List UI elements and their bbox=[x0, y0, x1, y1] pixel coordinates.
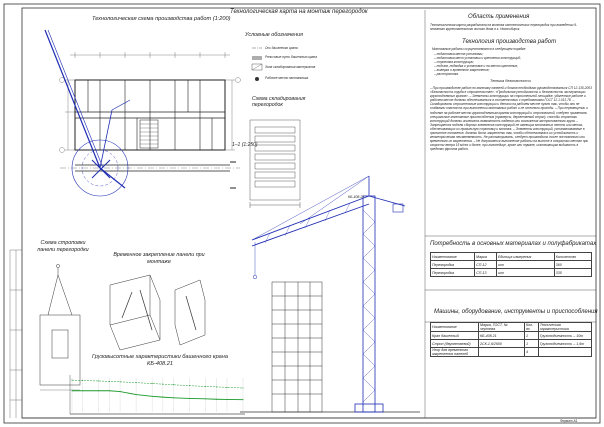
materials-table bbox=[430, 252, 592, 277]
technology-intro: Монтажные работы осуществляются в следующем порядке: bbox=[432, 47, 527, 51]
table-cell: Строп (двухветвевой) bbox=[431, 340, 479, 348]
load-capacity-curve bbox=[72, 391, 243, 400]
table-cell: 4 bbox=[524, 348, 538, 357]
table-header-cell: Кол-во bbox=[524, 323, 538, 332]
sheet-title: Технологическая карта на монтаж перегородок bbox=[230, 9, 368, 15]
table-header-cell: Марка, ГОСТ, № чертежа bbox=[479, 323, 525, 332]
table-cell: 1 bbox=[524, 332, 538, 340]
storage-title: Схема складирования перегородок bbox=[252, 96, 306, 108]
crane-label: КБ-408.21 bbox=[348, 195, 365, 199]
table-cell: Грузоподъемность – 1,6т bbox=[538, 340, 591, 348]
chart-point bbox=[226, 399, 227, 400]
machines-title: Машины, оборудование, инструменты и приспособления bbox=[434, 309, 598, 315]
table-cell: Перегородка bbox=[431, 269, 475, 277]
technology-title: Технология производства работ bbox=[462, 39, 557, 45]
table-header-row bbox=[431, 253, 592, 261]
technology-step: – расстроповка. bbox=[434, 72, 459, 76]
table-row bbox=[431, 261, 592, 269]
materials-title: Потребность в основных материалах и полуфабрикатах bbox=[430, 241, 597, 247]
table-cell: 2СК-1,6/2600 bbox=[479, 340, 525, 348]
temp-fix-title: Временное закрепление панели при монтаже bbox=[113, 252, 205, 265]
table-cell: КБ-408.21 bbox=[479, 332, 525, 340]
chart-point bbox=[189, 398, 190, 399]
technology-step: – строповка конструкции; bbox=[434, 60, 475, 64]
table-cell bbox=[479, 348, 525, 357]
load-chart-title: Грузовысотные характеристики башенного крана КБ-408.21 bbox=[92, 354, 228, 367]
chart-point bbox=[189, 385, 190, 386]
chart-point bbox=[120, 391, 121, 392]
table-cell: 335 bbox=[554, 269, 591, 277]
table-cell: Перегородка bbox=[431, 261, 475, 269]
table-cell: Грузоподъемность – 10т bbox=[538, 332, 591, 340]
chart-point bbox=[72, 390, 73, 391]
plan-title: Технологическая схема производства работ (1:200) bbox=[92, 16, 231, 22]
legend-symbols bbox=[252, 48, 262, 81]
table-header-cell: Марка bbox=[475, 253, 497, 261]
building-section bbox=[240, 282, 420, 412]
table-cell: шт bbox=[496, 269, 554, 277]
table-cell: шт bbox=[496, 261, 554, 269]
technology-step: – подготовка мест установки и крепления конструкций; bbox=[434, 56, 521, 60]
technology-step: – выверка и временное закрепление; bbox=[434, 68, 490, 72]
chart-point bbox=[72, 380, 73, 381]
chart-point bbox=[152, 396, 153, 397]
chart-point bbox=[162, 384, 163, 385]
table-cell: СП-12 bbox=[475, 261, 497, 269]
table-row bbox=[431, 332, 592, 340]
table-cell: Упор для временного закрепления панелей bbox=[431, 348, 479, 357]
chart-point bbox=[216, 386, 217, 387]
tower-crane-elevation bbox=[252, 176, 405, 412]
chart-point bbox=[162, 397, 163, 398]
table-header-row bbox=[431, 323, 592, 332]
technology-step: – подготовка места установки; bbox=[434, 52, 484, 56]
chart-point bbox=[136, 382, 137, 383]
table-header-cell: Количество bbox=[554, 253, 591, 261]
table-header-cell: Наименование bbox=[431, 253, 475, 261]
section-label: 1–1 (1:250) bbox=[232, 142, 258, 148]
legend-item: Рельсовые пути башенного крана bbox=[265, 55, 317, 59]
chart-point bbox=[109, 381, 110, 382]
sheet-stamp: Формат А1 bbox=[560, 419, 578, 423]
legend-title: Условные обозначения bbox=[245, 32, 304, 38]
chart-point bbox=[205, 386, 206, 387]
table-row bbox=[431, 340, 592, 348]
table-header-cell: Наименование bbox=[431, 323, 479, 332]
chart-point bbox=[173, 397, 174, 398]
chart-point bbox=[82, 390, 83, 391]
chart-point bbox=[98, 380, 99, 381]
chart-point bbox=[120, 381, 121, 382]
table-cell: Кран башенный bbox=[431, 332, 479, 340]
table-row bbox=[431, 269, 592, 277]
technology-step: – подъем, подводка к установке и на место крепления; bbox=[434, 64, 518, 68]
chart-point bbox=[226, 387, 227, 388]
chart-point bbox=[152, 383, 153, 384]
chart-point bbox=[173, 384, 174, 385]
scope-text: Технологическая карта разработана на монтаж сантехнических перегородок при возведении 9-этажного крупнопанельного жилого дома в г. Новосибирск. bbox=[430, 23, 578, 32]
chart-point bbox=[82, 380, 83, 381]
chart-point bbox=[136, 394, 137, 395]
chart-point bbox=[243, 387, 244, 388]
table-row bbox=[431, 348, 592, 357]
safety-title: Техника безопасности bbox=[490, 79, 531, 83]
table-header-cell: Единица измерения bbox=[496, 253, 554, 261]
table-cell: 360 bbox=[554, 261, 591, 269]
table-cell: 1 bbox=[524, 340, 538, 348]
load-chart-grid bbox=[72, 378, 243, 412]
table-cell bbox=[538, 348, 591, 357]
legend-item: Ось башенного крана bbox=[265, 46, 298, 50]
sling-scheme bbox=[40, 264, 80, 390]
temp-fix-scheme bbox=[110, 275, 205, 350]
storage-scheme bbox=[250, 120, 300, 208]
chart-point bbox=[243, 399, 244, 400]
scope-title: Область применения bbox=[468, 14, 530, 20]
chart-point bbox=[109, 390, 110, 391]
table-header-cell: Техническая характеристика bbox=[538, 323, 591, 332]
legend-item: Зона складирования материалов bbox=[265, 65, 316, 69]
sling-title: Схема строповки панели перегородки bbox=[37, 240, 89, 253]
chart-point bbox=[205, 398, 206, 399]
binding-strip bbox=[10, 250, 22, 418]
safety-text: – При производстве работ по монтажу панелей и блоков необходимо руководствоваться СП 12-135-2003 «Безопасность труда в строительстве». «Продольная устойчивость и безопасность эксплуатации грузоподъемных кранов». – Элементы конструкции на строительной площадке, удаленные работе и рабочем месте должны обеспечиваться в соответствии с требованиями ГОСТ 12.1.013-78. – Складировать строительные конструкции и детали на рабочем месте нужно так, чтобы они не создавали опасность при выполнении монтажных работ и не стесняли проходы. – При перемещении и подъеме на рабочее место грузоподъемным краном конструкций и строповочной, следует применять специальные монтажные приспособления (траверсы, двухветвевой строп), способы строповки конструкций должны исключать возможность падения или скольжения застропованного груза. – Запрещается подъем сборных элементов конструкций не имеющих монтажных петель или меток, обеспечивающих их правильную строповку и монтаж. – Элементы конструкций, устанавливаемые в проектное положение, должны быть закреплены так, чтобы обеспечивалась их устойчивость и геометрическая неизменяемость. Не рассматривать, следует производить после постоянного или временного их закрепления. – Не допускается выполнение работы на высоте в открытых местах при скорости ветра 15 м/сек и более, при гололедице, грозе или тумане, исключающим видимость в пределах фронта работ. bbox=[430, 86, 592, 152]
lifting-height-curve bbox=[72, 380, 243, 388]
machines-table bbox=[430, 322, 592, 357]
floor-plan bbox=[60, 52, 241, 188]
chart-point bbox=[216, 399, 217, 400]
legend-item: Рабочее место монтажника bbox=[265, 76, 309, 80]
chart-point bbox=[98, 390, 99, 391]
table-cell: СП-13 bbox=[475, 269, 497, 277]
